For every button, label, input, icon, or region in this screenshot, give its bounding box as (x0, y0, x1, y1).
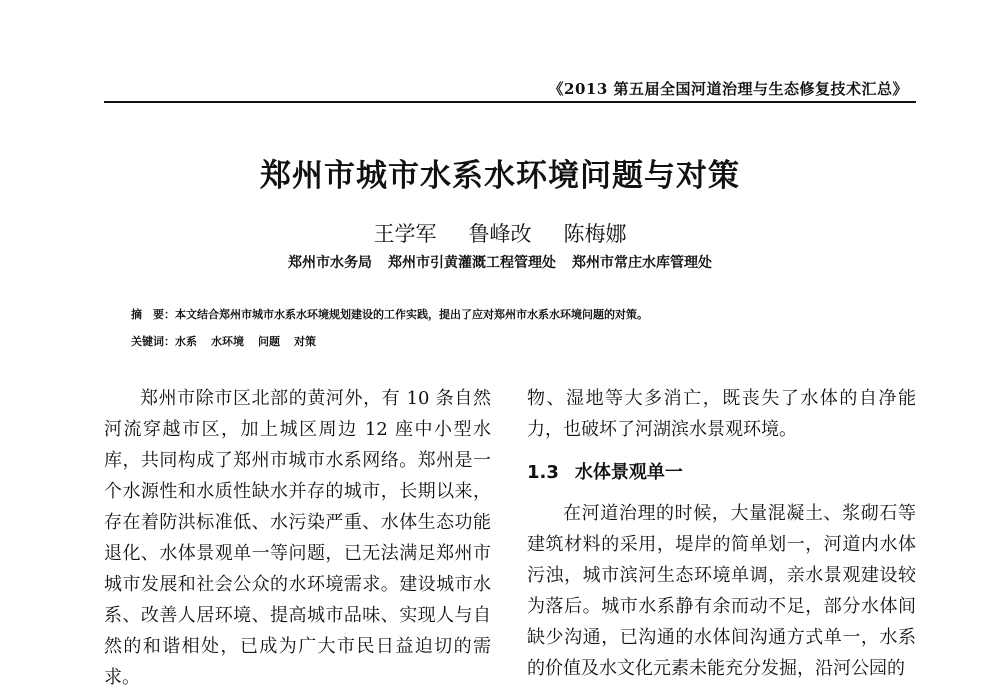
body-paragraph-continuation: 物、湿地等大多消亡，既丧失了水体的自净能力，也破坏了河湖滨水景观环境。 (527, 388, 916, 440)
running-head: 《2013 第五届全国河道治理与生态修复技术汇总》 (548, 80, 908, 98)
abstract (131, 306, 648, 322)
author-name: 鲁峰改 (468, 222, 532, 246)
right-column (527, 383, 916, 684)
author-list (0, 218, 1000, 248)
keywords (131, 333, 330, 349)
affiliation: 郑州市引黄灌溉工程管理处 (388, 255, 556, 271)
keyword: 问题 (258, 335, 280, 348)
keyword: 水环境 (211, 335, 244, 348)
section-heading (527, 457, 916, 488)
section-number: 1.3 (527, 462, 559, 483)
keywords-label: 关键词： (131, 335, 175, 348)
left-column (104, 383, 491, 693)
abstract-text: 本文结合郑州市城市水系水环境规划建设的工作实践，提出了应对郑州市水系水环境问题的对策。 (175, 308, 648, 321)
keyword: 水系 (175, 335, 197, 348)
affiliation: 郑州市常庄水库管理处 (572, 255, 712, 271)
affiliation: 郑州市水务局 (288, 255, 372, 271)
affiliation-list (0, 252, 1000, 272)
body-paragraph: 在河道治理的时候，大量混凝土、浆砌石等建筑材料的采用，堤岸的简单划一，河道内水体污浊，城市滨河生态环境单调，亲水景观建设较为落后。城市水系静有余而动不足，部分水体间缺少沟通，已沟通的水体间沟通方式单一，水系的价值及水文化元素未能充分发掘，沿河公园的 (527, 503, 916, 679)
header-rule (104, 101, 916, 103)
abstract-label: 摘 要： (131, 308, 175, 321)
body-paragraph: 郑州市除市区北部的黄河外，有 10 条自然河流穿越市区，加上城区周边 12 座中小型水库，共同构成了郑州市城市水系网络。郑州是一个水源性和水质性缺水并存的城市，长期以来，存在着防洪标准低、水污染严重、水体生态功能退化、水体景观单一等问题，已无法满足郑州市城市发展和社会公众的水环境需求。建设城市水系、改善人居环境、提高城市品味、实现人与自然的和谐相处，已成为广大市民日益迫切的需求。 (104, 388, 491, 688)
section-title: 水体景观单一 (574, 462, 683, 483)
paper-title: 郑州市城市水系水环境问题与对策 (260, 158, 740, 194)
author-name: 王学军 (373, 222, 437, 246)
keyword: 对策 (294, 335, 316, 348)
author-name: 陈梅娜 (563, 222, 627, 246)
